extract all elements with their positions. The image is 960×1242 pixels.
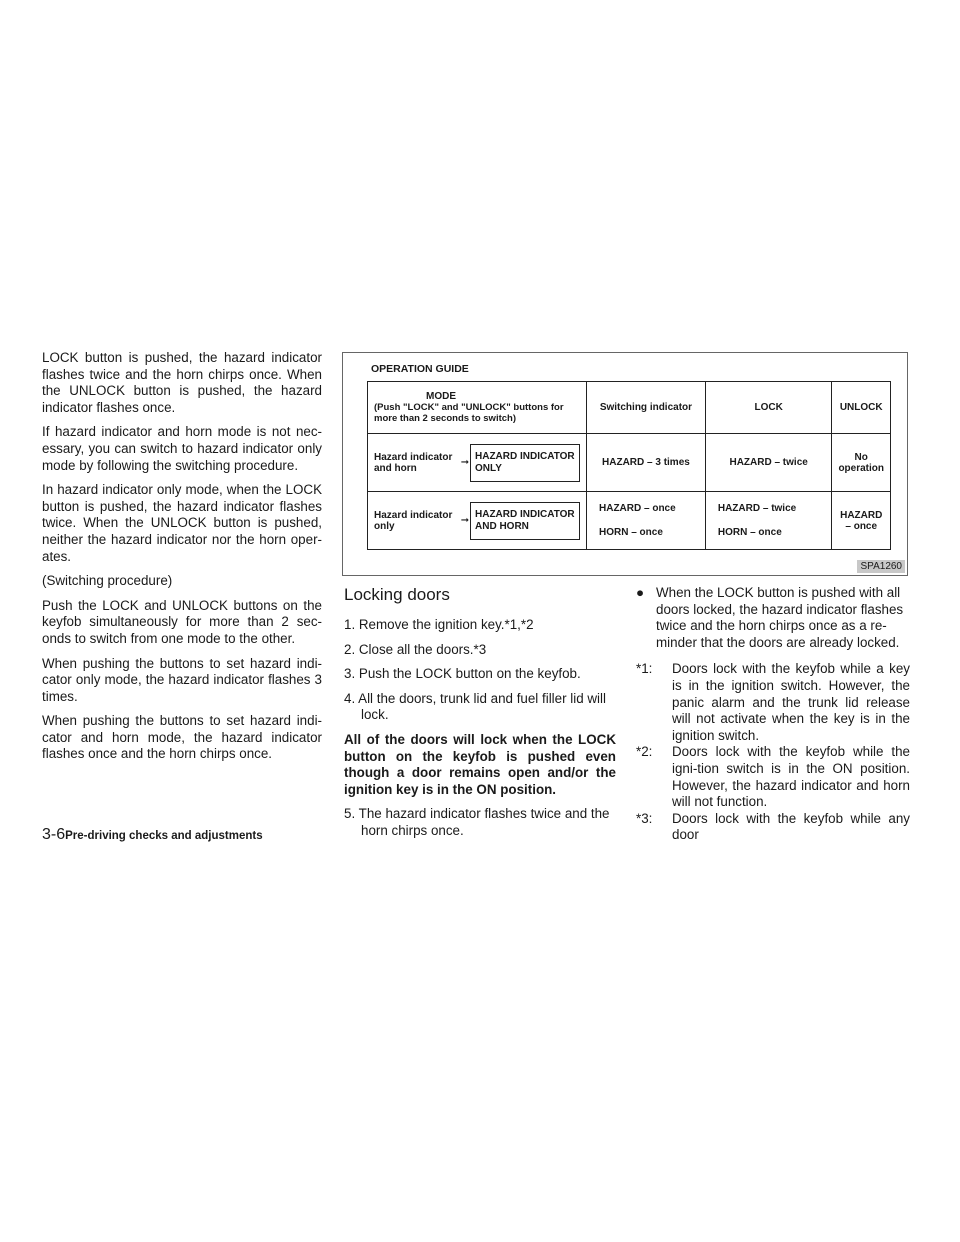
section-name: Pre-driving checks and adjustments xyxy=(65,830,263,842)
table-header-row xyxy=(368,382,891,434)
paragraph: In hazard indicator only mode, when the LOCK button is pushed, the hazard indicator flashes twice. When the UNLOCK button is pushed, neither the hazard indicator nor the horn oper-ates. xyxy=(42,482,322,564)
mode-note: (Push "LOCK" and "UNLOCK" buttons for more than 2 seconds to switch) xyxy=(374,402,564,424)
operation-guide-table xyxy=(367,381,891,550)
lock-header: LOCK xyxy=(705,382,832,434)
row-to-box: HAZARD INDICATOR AND HORN xyxy=(470,502,580,540)
lock-cell: HAZARD – twice xyxy=(705,434,832,492)
mode-cell xyxy=(368,434,587,492)
footnote xyxy=(636,811,910,844)
step-item: 2. Close all the doors.*3 xyxy=(344,641,487,657)
table-row xyxy=(368,434,891,492)
switching-cell: HAZARD – once HORN – once xyxy=(587,492,706,550)
section-heading: Locking doors xyxy=(344,585,450,604)
row-to-box: HAZARD INDICATOR ONLY xyxy=(470,444,580,482)
paragraph: When pushing the buttons to set hazard indi-cator and horn mode, the hazard indicator flashes once and the horn chirps once. xyxy=(42,713,322,762)
page-number: 3-6 xyxy=(42,826,66,843)
bullet-item xyxy=(636,585,910,651)
step-item: 1. Remove the ignition key.*1,*2 xyxy=(344,617,534,632)
paragraph: (Switching procedure) xyxy=(42,573,173,589)
switching-header: Switching indicator xyxy=(587,382,706,434)
arrow-right-icon: ➞ xyxy=(460,457,470,468)
row-from-label: Hazard indicator only xyxy=(374,509,453,532)
footnote-text: Doors lock with the keyfob while a key is in the ignition switch. However, the panic alarm and the trunk lid release will not activate when the key is in the ignition switch. xyxy=(672,661,910,743)
lock-cell: HAZARD – twice HORN – once xyxy=(705,492,832,550)
footnote-text: Doors lock with the keyfob while the igni-tion switch is in the ON position. However, the hazard indicator and horn will not function. xyxy=(672,744,910,810)
footnote xyxy=(636,661,910,744)
middle-column xyxy=(344,585,616,848)
paragraph: Push the LOCK and UNLOCK buttons on the keyfob simultaneously for more than 2 sec-onds to switch from one mode to the other. xyxy=(42,597,322,646)
footnote-number: *2: xyxy=(636,744,653,760)
switching-cell: HAZARD – 3 times xyxy=(587,434,706,492)
unlock-cell: HAZARD – once xyxy=(832,492,891,550)
mode-header-cell xyxy=(368,382,587,434)
figure-title: OPERATION GUIDE xyxy=(371,363,469,375)
footnote-text: Doors lock with the keyfob while any door xyxy=(672,810,910,843)
paragraph: LOCK button is pushed, the hazard indicator flashes twice and the horn chirps once. When the UNLOCK button is pushed, the hazard indicator flashes once. xyxy=(42,350,322,415)
page-footer xyxy=(42,826,263,844)
unlock-cell: No operation xyxy=(832,434,891,492)
paragraph: If hazard indicator and horn mode is not nec-essary, you can switch to hazard indicator only mode by following the switching procedure. xyxy=(42,424,322,473)
right-column xyxy=(636,585,910,844)
bullet-text: When the LOCK button is pushed with all doors locked, the hazard indicator flashes twice and the horn chirps once as a re-minder that the doors are already locked. xyxy=(656,585,904,650)
arrow-right-icon: ➞ xyxy=(460,515,470,526)
mode-cell xyxy=(368,492,587,550)
left-column xyxy=(42,350,322,771)
step-item: 5. The hazard indicator flashes twice and the horn chirps once. xyxy=(344,806,610,838)
mode-header: MODE xyxy=(426,391,456,402)
bold-note: All of the doors will lock when the LOCK button on the keyfob is pushed even though a door remains open and/or the ignition key is in the ON position. xyxy=(344,731,616,797)
unlock-header: UNLOCK xyxy=(832,382,891,434)
step-item: 4. All the doors, trunk lid and fuel filler lid will lock. xyxy=(344,690,606,723)
footnote-number: *3: xyxy=(636,810,653,826)
row-from-label: Hazard indicator and horn xyxy=(374,451,453,474)
footnote xyxy=(636,744,910,810)
bullet-icon: ● xyxy=(636,585,645,600)
footnote-number: *1: xyxy=(636,661,653,677)
figure-code: SPA1260 xyxy=(857,560,905,573)
paragraph: When pushing the buttons to set hazard indi-cator only mode, the hazard indicator flashes 3 times. xyxy=(42,655,322,704)
step-item: 3. Push the LOCK button on the keyfob. xyxy=(344,666,581,682)
table-row xyxy=(368,492,891,550)
operation-guide-figure xyxy=(342,352,908,576)
